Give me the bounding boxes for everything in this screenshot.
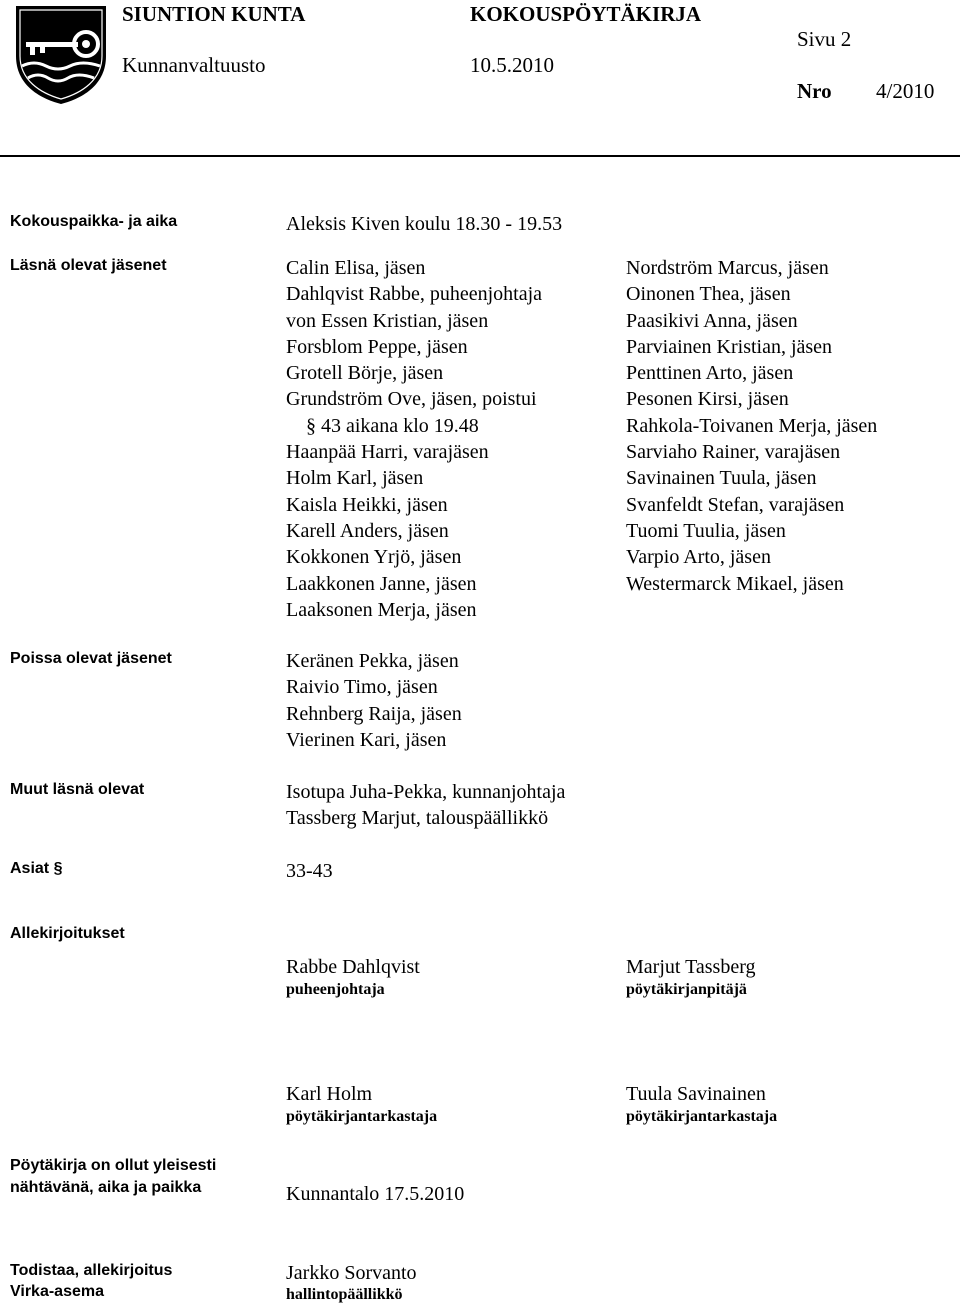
- list-item: Savinainen Tuula, jäsen: [626, 467, 817, 490]
- document-type: KOKOUSPÖYTÄKIRJA: [470, 2, 702, 26]
- municipality-coat-of-arms-logo: [14, 4, 108, 106]
- list-item: Svanfeldt Stefan, varajäsen: [626, 493, 845, 516]
- list-item: Oinonen Thea, jäsen: [626, 283, 791, 306]
- certify-label-line2: Virka-asema: [10, 1283, 104, 1300]
- present-members-list-1: [286, 255, 542, 623]
- list-item: Isotupa Juha-Pekka, kunnanjohtaja: [286, 781, 566, 803]
- list-item: Pesonen Kirsi, jäsen: [626, 388, 789, 411]
- meeting-body: Kunnanvaltuusto: [122, 53, 266, 77]
- list-item: Westermarck Mikael, jäsen: [626, 572, 844, 595]
- list-item: Calin Elisa, jäsen: [286, 257, 426, 279]
- chair-role: puheenjohtaja: [286, 981, 385, 998]
- checker1-name: Karl Holm: [286, 1083, 373, 1105]
- list-item: Kokkonen Yrjö, jäsen: [286, 546, 462, 569]
- matters-label: Asiat §: [10, 860, 63, 877]
- list-item: Dahlqvist Rabbe, puheenjohtaja: [286, 283, 543, 306]
- meeting-place-value: Aleksis Kiven koulu 18.30 - 19.53: [286, 213, 563, 235]
- secretary-role: pöytäkirjanpitäjä: [626, 981, 747, 998]
- list-item: Kaisla Heikki, jäsen: [286, 493, 448, 516]
- list-item: Grotell Börje, jäsen: [286, 362, 444, 385]
- list-item: Laakkonen Janne, jäsen: [286, 572, 477, 595]
- display-label-line2: nähtävänä, aika ja paikka: [10, 1179, 202, 1196]
- list-item: Parviainen Kristian, jäsen: [626, 335, 833, 358]
- signatures-label: Allekirjoitukset: [10, 925, 125, 942]
- list-item: § 43 aikana klo 19.48: [306, 414, 479, 437]
- chair-name: Rabbe Dahlqvist: [286, 956, 420, 978]
- list-item: Forsblom Peppe, jäsen: [286, 335, 468, 358]
- list-item: Raivio Timo, jäsen: [286, 676, 438, 699]
- list-item: Karell Anders, jäsen: [286, 519, 449, 542]
- others-present-label: Muut läsnä olevat: [10, 781, 145, 798]
- meeting-date: 10.5.2010: [470, 53, 554, 77]
- header-divider: [0, 155, 960, 157]
- checker2-role: pöytäkirjantarkastaja: [626, 1108, 778, 1125]
- absent-members-list: [286, 648, 462, 753]
- certify-label-line1: Todistaa, allekirjoitus: [10, 1262, 173, 1279]
- list-item: Holm Karl, jäsen: [286, 467, 424, 490]
- matters-value: 33-43: [286, 860, 333, 882]
- absent-members-label: Poissa olevat jäsenet: [10, 650, 172, 667]
- certifier-name: Jarkko Sorvanto: [286, 1262, 417, 1284]
- list-item: Vierinen Kari, jäsen: [286, 728, 447, 751]
- minutes-number-value: 4/2010: [876, 79, 935, 103]
- list-item: Grundström Ove, jäsen, poistui: [286, 388, 537, 411]
- checker1-role: pöytäkirjantarkastaja: [286, 1108, 438, 1125]
- municipality-name: SIUNTION KUNTA: [122, 2, 306, 26]
- meeting-place-label: Kokouspaikka- ja aika: [10, 213, 178, 230]
- secretary-name: Marjut Tassberg: [626, 956, 756, 978]
- checker2-name: Tuula Savinainen: [626, 1083, 766, 1105]
- list-item: Nordström Marcus, jäsen: [626, 257, 829, 279]
- present-members-label: Läsnä olevat jäsenet: [10, 257, 167, 274]
- list-item: Keränen Pekka, jäsen: [286, 650, 459, 672]
- certifier-role: hallintopäällikkö: [286, 1286, 403, 1303]
- list-item: Varpio Arto, jäsen: [626, 546, 771, 569]
- others-present-list: [286, 779, 565, 832]
- page-number: Sivu 2: [797, 27, 852, 51]
- list-item: Haanpää Harri, varajäsen: [286, 441, 489, 464]
- list-item: Laaksonen Merja, jäsen: [286, 598, 477, 621]
- list-item: Rehnberg Raija, jäsen: [286, 702, 462, 725]
- display-label-line1: Pöytäkirja on ollut yleisesti: [10, 1157, 217, 1174]
- list-item: Sarviaho Rainer, varajäsen: [626, 441, 841, 464]
- list-item: von Essen Kristian, jäsen: [286, 309, 489, 332]
- minutes-number-label: Nro: [797, 79, 832, 103]
- list-item: Tuomi Tuulia, jäsen: [626, 519, 786, 542]
- display-value: Kunnantalo 17.5.2010: [286, 1183, 465, 1205]
- list-item: Rahkola-Toivanen Merja, jäsen: [626, 414, 878, 437]
- list-item: Paasikivi Anna, jäsen: [626, 309, 798, 332]
- list-item: Tassberg Marjut, talouspäällikkö: [286, 807, 549, 830]
- list-item: Penttinen Arto, jäsen: [626, 362, 794, 385]
- present-members-list-2: [626, 255, 877, 597]
